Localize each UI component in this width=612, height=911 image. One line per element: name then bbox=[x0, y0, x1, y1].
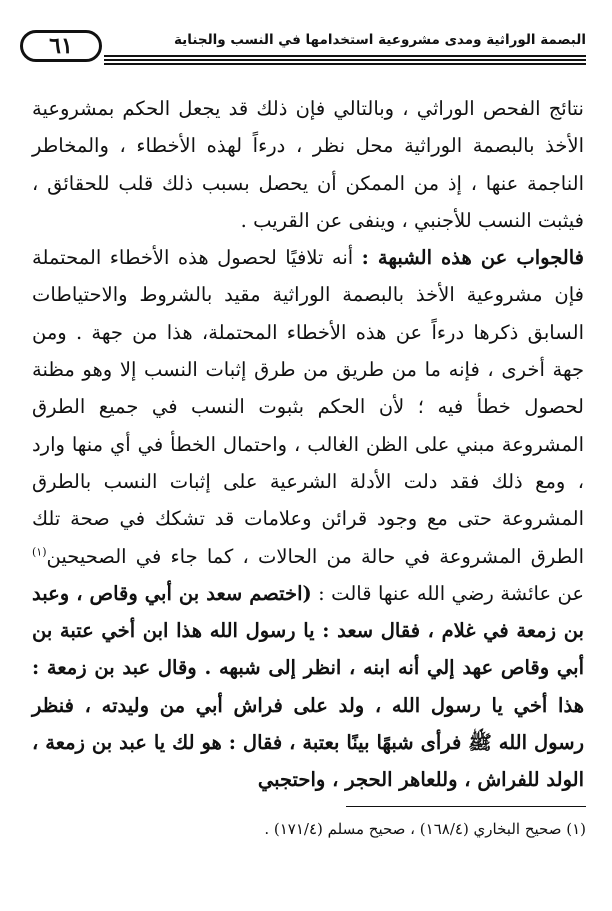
footnote: (١) صحيح البخاري (١٦٨/٤) ، صحيح مسلم (١٧١/٤) . bbox=[264, 820, 586, 838]
paragraph-2 bbox=[32, 239, 584, 798]
footnote-separator bbox=[346, 806, 586, 807]
paragraph-1: نتائج الفحص الوراثي ، وبالتالي فإن ذلك قد يجعل الحكم بمشروعية الأخذ بالبصمة الوراثية محل نظر ، درءاً لهذه الأخطاء ، والمخاطر الناجمة عنها ، إذ من الممكن أن يحصل بسبب ذلك قلب للحقائق ، فيثبت النسب للأجنبي ، وينفى عن القريب . bbox=[32, 97, 584, 232]
page-header bbox=[20, 30, 586, 70]
answer-lead: فالجواب عن هذه الشبهة : bbox=[361, 246, 585, 270]
running-title: البصمة الوراثية ومدى مشروعية استخدامها في النسب والجناية bbox=[174, 32, 586, 48]
main-text bbox=[32, 90, 584, 799]
answer-text-cont: عن عائشة رضي الله عنها قالت : bbox=[311, 581, 584, 605]
answer-text: أنه تلافيًا لحصول هذه الأخطاء المحتملة فإن مشروعية الأخذ بالبصمة الوراثية مقيد بالشروط والاحتياطات السابق ذكرها درءاً عن هذه الأخطاء المحتملة، هذا من جهة . ومن جهة أخرى ، فإنه ما من طريق من طرق إثبات النسب إلا وهو مظنة لحصول خطأ فيه ؛ لأن الحكم بثبوت النسب في جميع الطرق المشروعة مبني على الظن الغالب ، واحتمال الخطأ في أي منها وارد ، ومع ذلك فقد دلت الأدلة الشرعية على إثبات النسب بالطرق المشروعة حتى مع وجود قرائن وعلامات قد تشكك في صحة تلك الطرق المشروعة في حالة من الحالات ، كما جاء في الصحيحين bbox=[32, 246, 584, 568]
hadith-quote: (اختصم سعد بن أبي وقاص ، وعبد بن زمعة في غلام ، فقال سعد : يا رسول الله هذا ابن أخي عتبة بن أبي وقاص عهد إلي أنه ابنه ، انظر إلى شبهه . وقال عبد بن زمعة : هذا أخي يا رسول الله ، ولد على فراش أبي من وليدته ، فنظر رسول الله ﷺ فرأى شبهًا بينًا بعتبة ، فقال : هو لك يا عبد بن زمعة ، الولد للفراش ، وللعاهر الحجر ، واحتجبي bbox=[32, 581, 584, 792]
footnote-ref[interactable]: (١) bbox=[32, 545, 47, 559]
header-rule bbox=[104, 55, 586, 65]
page-number: ٦١ bbox=[20, 30, 102, 62]
